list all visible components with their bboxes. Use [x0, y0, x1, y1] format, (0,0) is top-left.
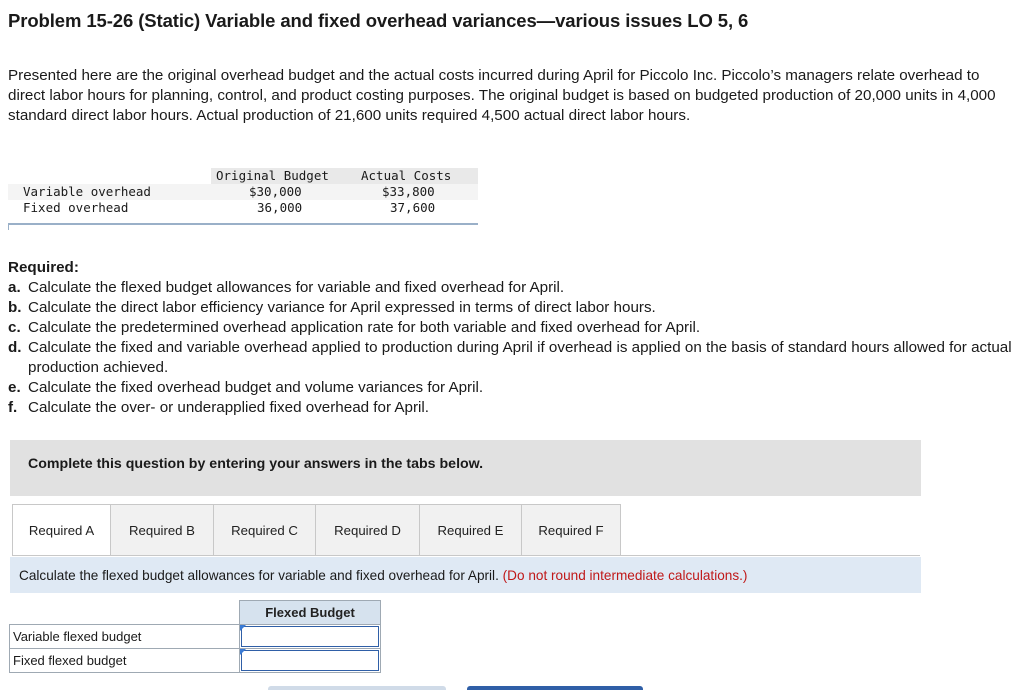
question-instruction: [10, 557, 921, 593]
answer-table: [9, 600, 381, 673]
budget-table: [8, 166, 478, 230]
required-item-letter: b.: [8, 299, 22, 316]
required-list: [8, 278, 1013, 418]
required-item: [8, 278, 1013, 298]
required-item: [8, 338, 1013, 378]
table-row: [10, 625, 381, 649]
answer-header-blank: [10, 601, 240, 625]
answer-cell: [240, 625, 381, 649]
answer-column-header: Flexed Budget: [240, 601, 381, 625]
required-item: [8, 378, 1013, 398]
tab-required-d[interactable]: Required D: [316, 504, 420, 556]
tab-required-a[interactable]: Required A: [12, 504, 111, 556]
instruction-note: (Do not round intermediate calculations.): [502, 568, 748, 583]
problem-intro: Presented here are the original overhead budget and the actual costs incurred during April for Piccolo Inc. Piccolo’s managers relate overhead to direct labor hours for planning, control, and product costing purposes. The original budget is based on budgeted production of 20,000 units in 4,000 standard direct labor hours. Actual production of 21,600 units required 4,500 actual direct labor hours.: [8, 67, 996, 124]
required-item-text: Calculate the fixed and variable overhead applied to production during April if overhead is applied on the basis of standard hours allowed for actual production achieved.: [28, 339, 1012, 376]
required-item: [8, 318, 1013, 338]
budget-table-corner-rule: [8, 223, 9, 230]
required-item-letter: e.: [8, 379, 21, 396]
answer-row-label: Variable flexed budget: [10, 625, 240, 649]
variable-flexed-budget-input[interactable]: [241, 626, 379, 647]
required-item: [8, 298, 1013, 318]
budget-row-label: Variable overhead: [23, 184, 151, 199]
budget-header-actual: Actual Costs: [361, 168, 452, 183]
budget-row-original: 36,000: [257, 200, 303, 215]
tab-required-f[interactable]: Required F: [522, 504, 621, 556]
required-item-text: Calculate the direct labor efficiency variance for April expressed in terms of direct labor hours.: [28, 299, 656, 316]
next-button[interactable]: [467, 686, 643, 690]
tab-required-c[interactable]: Required C: [214, 504, 316, 556]
instructions-banner: Complete this question by entering your answers in the tabs below.: [10, 440, 921, 496]
instruction-text: Calculate the flexed budget allowances for variable and fixed overhead for April.: [19, 568, 499, 583]
answer-cell: [240, 649, 381, 673]
problem-title: Problem 15-26 (Static) Variable and fixed overhead variances—various issues LO 5, 6: [8, 10, 749, 31]
required-item: [8, 398, 1013, 418]
budget-header-original: Original Budget: [216, 168, 329, 183]
tab-required-b[interactable]: Required B: [111, 504, 214, 556]
table-row: [10, 649, 381, 673]
budget-row-actual: 37,600: [390, 200, 436, 215]
required-item-letter: f.: [8, 399, 18, 416]
budget-row-actual: $33,800: [382, 184, 435, 199]
required-item-text: Calculate the over- or underapplied fixed overhead for April.: [28, 399, 430, 416]
required-item-text: Calculate the fixed overhead budget and volume variances for April.: [28, 379, 484, 396]
required-item-letter: d.: [8, 339, 22, 356]
previous-button[interactable]: [268, 686, 446, 690]
required-item-text: Calculate the predetermined overhead application rate for both variable and fixed overhead for April.: [28, 319, 701, 336]
required-item-letter: a.: [8, 279, 21, 296]
budget-table-bottom-rule: [8, 223, 478, 225]
required-tabs: [12, 504, 621, 556]
input-marker-icon: [240, 625, 246, 631]
input-marker-icon: [240, 649, 246, 655]
tab-required-e[interactable]: Required E: [420, 504, 522, 556]
required-item-text: Calculate the flexed budget allowances for variable and fixed overhead for April.: [28, 279, 565, 296]
fixed-flexed-budget-input[interactable]: [241, 650, 379, 671]
budget-row-label: Fixed overhead: [23, 200, 129, 215]
answer-row-label: Fixed flexed budget: [10, 649, 240, 673]
required-item-letter: c.: [8, 319, 21, 336]
tab-bottom-rule: [12, 555, 920, 556]
required-heading: Required:: [8, 259, 79, 276]
budget-row-original: $30,000: [249, 184, 302, 199]
